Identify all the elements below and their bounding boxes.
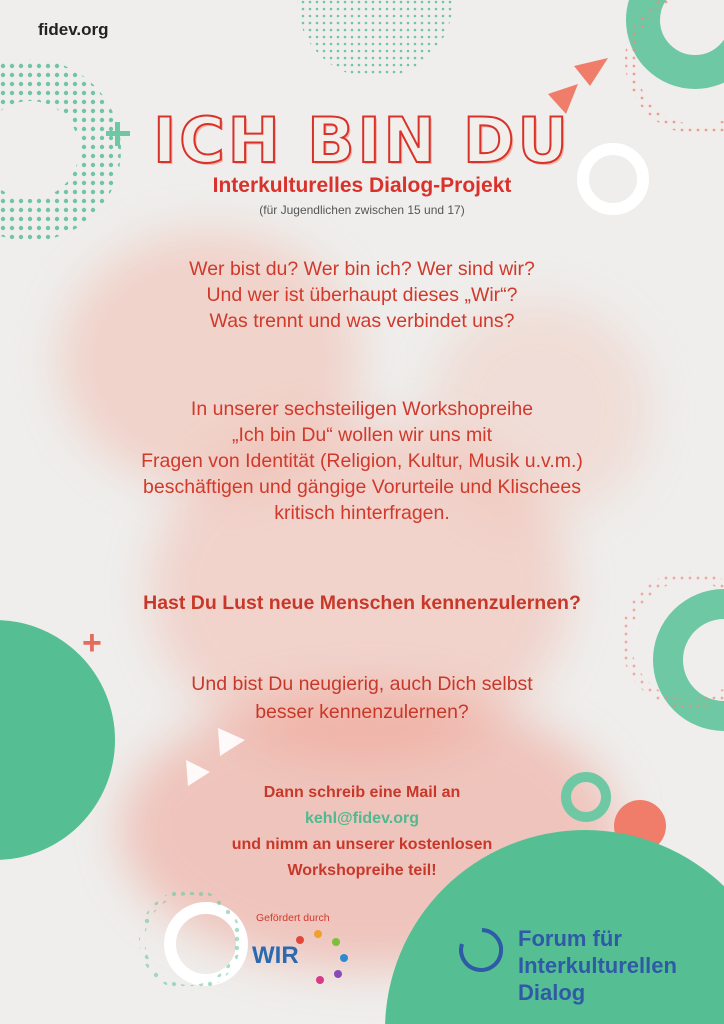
invite-question	[0, 670, 724, 726]
forum-line: Dialog	[518, 980, 586, 1005]
call-to-action	[0, 780, 724, 884]
invite-line: Und bist Du neugierig, auch Dich selbst	[191, 673, 533, 695]
wir-logo: WIR	[252, 942, 299, 969]
site-url[interactable]: fidev.org	[38, 20, 109, 39]
question-line: Was trennt und was verbindet uns?	[209, 310, 515, 332]
cta-line: und nimm an unserer kostenlosen	[231, 836, 493, 853]
email-link[interactable]: kehl@fidev.org	[305, 810, 419, 827]
questions-block	[0, 256, 724, 334]
funding-label: Gefördert durch	[256, 912, 330, 924]
age-note: (für Jugendlichen zwischen 15 und 17)	[259, 203, 465, 217]
poster-subtitle: Interkulturelles Dialog-Projekt	[212, 174, 512, 197]
cta-line: Workshopreihe teil!	[287, 862, 437, 879]
question-line: Wer bist du? Wer bin ich? Wer sind wir?	[189, 258, 535, 280]
question-line: Und wer ist überhaupt dieses „Wir“?	[206, 284, 518, 306]
cta-line: Dann schreib eine Mail an	[263, 784, 461, 801]
plus-icon: +	[82, 624, 102, 662]
invite-headline: Hast Du Lust neue Menschen kennenzulernen?	[143, 592, 581, 614]
forum-line: Forum für	[518, 926, 622, 951]
forum-logo-text	[518, 925, 677, 1006]
workshop-line: In unserer sechsteiligen Workshopreihe	[190, 398, 534, 420]
poster-title: ICH BIN DU	[153, 104, 571, 177]
workshop-line: beschäftigen und gängige Vorurteile und Klischees	[143, 476, 581, 498]
workshop-line: Fragen von Identität (Religion, Kultur, Musik u.v.m.)	[141, 450, 583, 472]
workshop-line: „Ich bin Du“ wollen wir uns mit	[231, 424, 493, 446]
workshop-line: kritisch hinterfragen.	[274, 502, 450, 524]
invite-line: besser kennenzulernen?	[255, 701, 469, 723]
workshop-description	[0, 396, 724, 526]
forum-line: Interkulturellen	[518, 953, 677, 978]
